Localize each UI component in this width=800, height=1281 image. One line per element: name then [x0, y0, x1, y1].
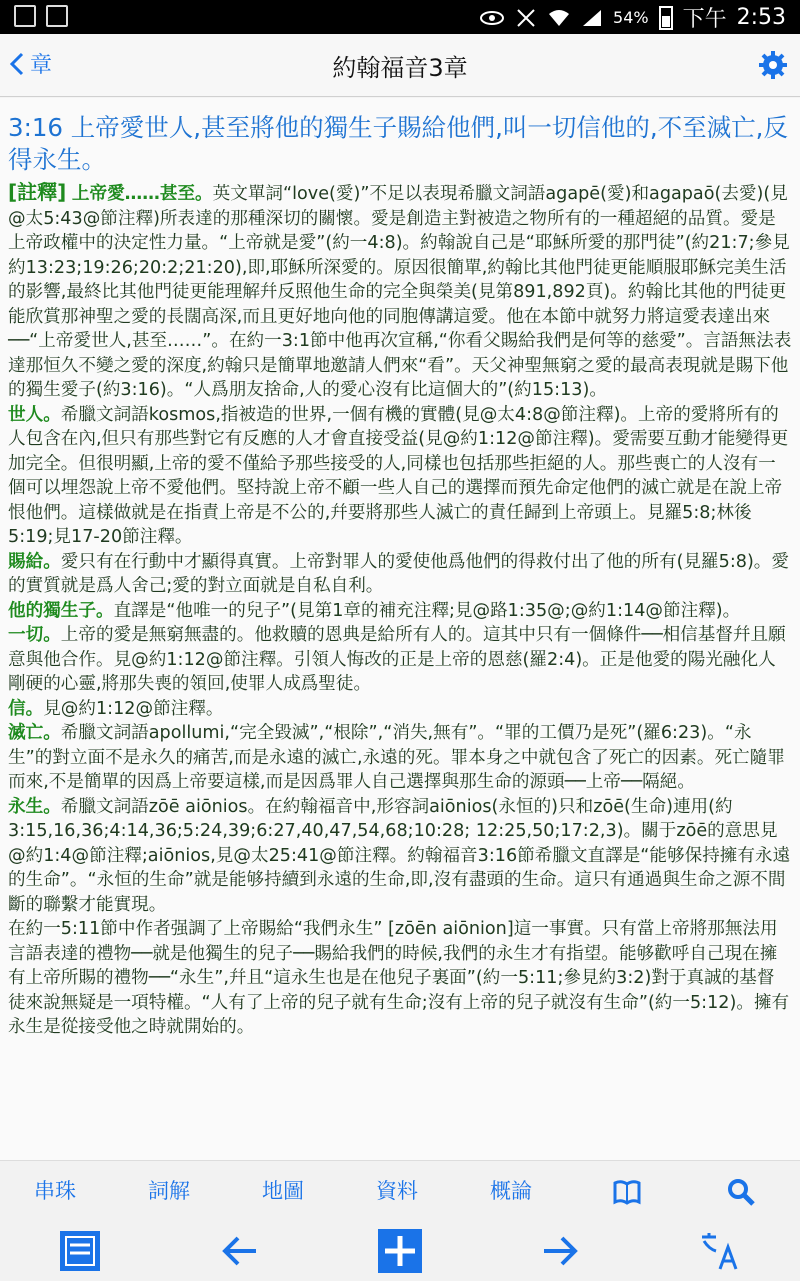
note-term: 上帝愛……甚至。 [71, 184, 213, 204]
note-paragraph [0, 697, 800, 722]
note-paragraph [0, 599, 800, 624]
note-term: 滅亡。 [8, 723, 61, 743]
plus-icon[interactable] [378, 1229, 422, 1273]
battery-percent: 54% [613, 8, 649, 27]
wifi-icon [547, 8, 571, 28]
nfc-icon [515, 8, 537, 28]
note-tag: [註釋] [8, 180, 67, 204]
tab-maps[interactable]: 地圖 [262, 1179, 304, 1203]
note-text: 見@約1:12@節注釋。 [43, 698, 224, 719]
note-text: 英文單詞“love(愛)”不足以表現希臘文詞語agapē(愛)和agapaō(去愛)(見@太5:43@節注釋)所表達的那種深切的關懷。愛是創造主對被造之物所有的一種超絕的品質。愛是上帝政權中的決定性力量。“上帝就是愛”(約一4:8)。約翰說自己是“耶穌所愛的那門徒”(約21:7;參見約13:23;19:26;20:2;21:20),即,耶穌所深愛的。原因很簡單,約翰比其他門徒更能順服耶穌完美生活的影響,最終比其他門徒更能理解幷反照他生命的完全與榮美(見第891,892頁)。約翰比其他的門徒更能欣賞那神聖之愛的長闊高深,而且更好地向他的同胞傳講這愛。他在本節中就努力將這愛表達出來──“上帝愛世人,甚至……”。在約一3:1節中他再次宣稱,“你看父賜給我們是何等的慈愛”。言語無法表達那恒久不變之愛的深度,約翰只是簡單地邀請人們來“看”。天父神聖無窮之愛的最高表現就是賜下他的獨生愛子(約3:16)。“人爲朋友捨命,人的愛心沒有比這個大的”(約15:13)。 [8, 184, 792, 400]
note-term: 一切。 [8, 625, 61, 645]
note-term: 世人。 [8, 404, 61, 425]
translate-icon[interactable] [698, 1229, 742, 1273]
note-paragraph [0, 623, 800, 697]
tab-word-study[interactable]: 詞解 [148, 1179, 190, 1203]
time-ampm: 下午 [682, 7, 727, 32]
note-term: 永生。 [8, 796, 61, 817]
book-icon[interactable] [612, 1177, 642, 1207]
tab-overview[interactable]: 概論 [490, 1179, 532, 1203]
note-text: 上帝的愛是無窮無盡的。他救贖的恩典是給所有人的。這其中只有一個條件──相信基督幷且願意與他合作。見@約1:12@節注釋。引領人悔改的正是上帝的恩慈(羅2:4)。正是他愛的陽光融化人剛硬的心靈,將那失喪的領回,使罪人成爲聖徒。 [8, 625, 786, 694]
status-bar [0, 0, 800, 34]
note-text: 希臘文詞語apollumi,“完全毀滅”,“根除”,“消失,無有”。“罪的工價乃是死”(羅6:23)。“永生”的對立面不是永久的痛苦,而是永遠的滅亡,永遠的死。罪本身之中就包含了死亡的因素。死亡隨罪而來,不是簡單的因爲上帝要這樣,而是因爲罪人自己選擇與那生命的源頭──上帝──隔絕。 [8, 723, 785, 792]
arrow-right-icon[interactable] [538, 1229, 582, 1273]
tab-resources[interactable]: 資料 [376, 1179, 418, 1203]
note-text: 希臘文詞語zōē aiōnios。在約翰福音中,形容詞aiōnios(永恒的)只和zōē(生命)連用(約3:15,16,36;4:14,36;5:24,39;6:27,40,47,54,68;10:28; 12:25,50;17:2,3)。關于zōē的意思見@約1:4@節注釋;aiōnios,見@太25:41@節注釋。約翰福音3:16節希臘文直譯是“能够保持擁有永遠的生命”。“永恒的生命”就是能够持續到永遠的生命,即,沒有盡頭的生命。這只有通過與生命之源不間斷的聯繫才能實現。 [8, 796, 791, 915]
note-term: 賜給。 [8, 551, 61, 572]
annotation-icon[interactable] [58, 1229, 102, 1273]
back-label: 章 [30, 53, 53, 78]
page-title: 約翰福音3章 [332, 54, 468, 82]
tab-cross-references[interactable]: 串珠 [34, 1179, 76, 1203]
note-paragraph [0, 917, 800, 1040]
note-text: 愛只有在行動中才顯得真實。上帝對罪人的愛使他爲他們的得救付出了他的所有(見羅5:8)。愛的實質就是爲人舍己;愛的對立面就是自私自利。 [8, 551, 790, 596]
battery-icon [659, 6, 673, 30]
top-bar [0, 34, 800, 97]
sd-card-icon [14, 5, 36, 27]
search-icon[interactable] [726, 1177, 756, 1207]
note-paragraph [0, 721, 800, 795]
gear-icon[interactable] [756, 48, 790, 82]
arrow-left-icon[interactable] [218, 1229, 262, 1273]
verse-text: 3:16 上帝愛世人,甚至將他的獨生子賜給他們,叫一切信他的,不至滅亡,反得永生。 [8, 113, 788, 174]
eye-icon [479, 9, 505, 27]
note-paragraph [0, 795, 800, 918]
signal-icon [581, 8, 603, 28]
commentary-content[interactable] [0, 98, 800, 1160]
note-paragraph [0, 550, 800, 599]
note-term: 他的獨生子。 [8, 600, 114, 621]
note-text: 直譯是“他唯一的兒子”(見第1章的補充注釋;見@路1:35@;@約1:14@節注釋)。 [113, 600, 741, 621]
note-term: 信。 [8, 698, 44, 719]
nav-bar [0, 1227, 800, 1277]
tab-bar [0, 1175, 800, 1215]
note-paragraph [0, 403, 800, 550]
image-icon [46, 5, 68, 27]
time-clock: 2:53 [736, 5, 786, 30]
note-paragraph [0, 180, 800, 403]
note-text: 希臘文詞語kosmos,指被造的世界,一個有機的實體(見@太4:8@節注釋)。上帝的愛將所有的人包含在內,但只有那些對它有反應的人才會直接受益(見@約1:12@節注釋)。愛需要互動才能變得更加完全。但很明顯,上帝的愛不僅給予那些接受的人,同樣也包括那些拒絕的人。那些喪亡的人沒有一個可以埋怨說上帝不愛他們。堅持說上帝不顧一些人自己的選擇而預先命定他們的滅亡就是在說上帝恨他們。這樣做就是在指責上帝是不公的,幷要將那些人滅亡的責任歸到上帝頭上。見羅5:8;林後5:19;見17-20節注釋。 [8, 404, 789, 547]
note-text: 在約一5:11節中作者强調了上帝賜給“我們永生” [zōēn aiōnion]這一事實。只有當上帝將那無法用言語表達的禮物──就是他獨生的兒子──賜給我們的時候,我們的永生才有指望。能够歡呼自己現在擁有上帝所賜的禮物──“永生”,幷且“這永生也是在他兒子裏面”(約一5:11;參見約3:2)對于真誠的基督徒來說無疑是一項特權。“人有了上帝的兒子就有生命;沒有上帝的兒子就沒有生命”(約一5:12)。擁有永生是從接受他之時就開始的。 [8, 919, 790, 1037]
bottom-toolbar [0, 1160, 800, 1281]
